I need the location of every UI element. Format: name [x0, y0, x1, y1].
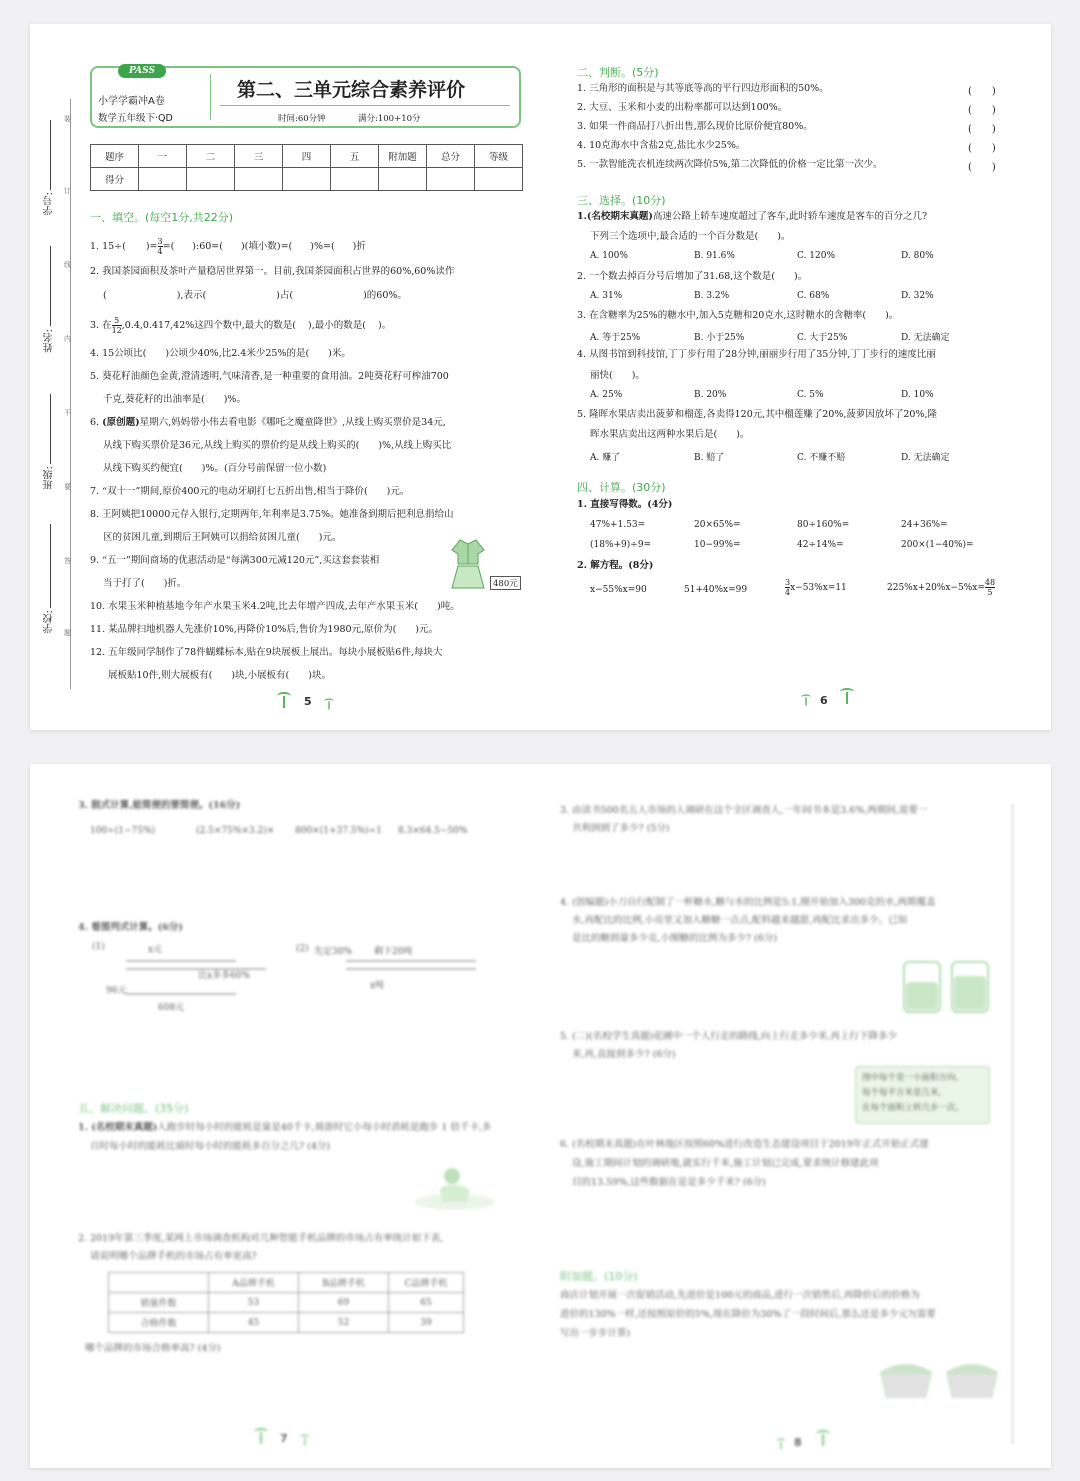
binding-char: 题	[64, 629, 71, 637]
table-cell: 52	[299, 1313, 389, 1333]
question-6-line3: 从线下购买约便宜( )%。(百分号前保留一位小数)	[103, 463, 327, 474]
fraction-numerator: 3	[157, 237, 163, 246]
question-12-line2: 展板贴10件,则大展板有( )块,小展板有( )块。	[108, 670, 331, 681]
q3-text: ),最小的数是(	[308, 320, 366, 331]
judge-item-2: 2. 大豆、玉米和小麦的出粉率都可以达到100%。	[577, 102, 788, 113]
sprout-icon	[840, 688, 854, 704]
problem-3-line2: 共利润到了多少? (5分)	[572, 823, 670, 834]
worksheet-spread-bottom	[30, 764, 1051, 1468]
diagram-label: (1)	[92, 942, 105, 952]
table-cell: 一	[139, 145, 187, 168]
equation	[887, 578, 995, 597]
q3-text: )。	[377, 320, 392, 331]
q1-text: )=	[145, 241, 158, 252]
fraction-numerator: 5	[112, 316, 122, 326]
diagram-label: 剩下20吨	[374, 947, 413, 957]
name-label: 姓名:	[44, 329, 55, 353]
section-bonus-title: 附加题。(10分)	[560, 1270, 638, 1283]
judge-answer-box[interactable]: ( )	[968, 143, 996, 154]
question-6-line1	[90, 416, 446, 430]
choice-option[interactable]: A. 100%	[590, 251, 628, 261]
table-cell: 题序	[91, 145, 139, 168]
calc-item: 80÷160%=	[797, 520, 850, 530]
sprout-icon	[300, 1434, 310, 1445]
q2-text: ),表示(	[176, 290, 207, 301]
judge-answer-box[interactable]: ( )	[968, 105, 996, 116]
question-5-line2: 千克,葵花籽的出油率是( )%。	[103, 394, 246, 405]
table-cell: 53	[209, 1293, 299, 1313]
binding-char: 装	[64, 115, 71, 123]
table-cell: 65	[389, 1293, 464, 1313]
question-9-line2: 当于打了( )折。	[103, 578, 187, 589]
fraction-denominator: 4	[785, 588, 791, 597]
page-number: 7	[280, 1432, 288, 1445]
table-cell: 等级	[475, 145, 523, 168]
problem-6-line1: 6. (名校期末真题)在叶林地区按照60%进行改造生态建设项目于2019年正式开始正式建	[560, 1139, 929, 1150]
c1-number: 1.	[577, 211, 587, 222]
equation-text: x−53%x=11	[790, 583, 847, 593]
choice-option[interactable]: B. 小于25%	[694, 333, 745, 343]
equation: 51+40%x=99	[684, 585, 748, 595]
table-cell	[109, 1273, 209, 1293]
q6-text: 星期六,妈妈带小伟去看电影《哪吒之魔童降世》,从线上购买票价是34元,	[139, 417, 446, 428]
table-cell: 39	[389, 1313, 464, 1333]
score-field[interactable]	[139, 168, 187, 191]
calc-item: (18%+9)÷9=	[590, 540, 652, 550]
class-blank	[50, 394, 51, 464]
diagram-label: x元	[148, 945, 163, 955]
problem-7-line1: 商店计划开展一次促销活动,先进价是100元的商品,进行一次销售后,再降价后的价格为	[560, 1290, 920, 1301]
score-table-header-row	[91, 145, 523, 168]
full-score: 满分:100+10分	[358, 114, 421, 124]
q1-text: =(	[162, 241, 175, 252]
choice-option[interactable]: A. 赚了	[590, 453, 621, 463]
calc-q4-title: 4. 看图列式计算。(6分)	[78, 922, 183, 933]
table-row	[109, 1293, 464, 1313]
calc-item: 800×(1+37.5%)÷1	[295, 826, 382, 836]
fraction-denominator: 4	[157, 247, 163, 256]
calc-item: 20×65%=	[694, 520, 741, 530]
question-12-line1: 12. 五年级同学制作了78件蝴蝶标本,贴在9块展板上展出。每块小展板贴6件,每块大	[90, 647, 443, 658]
choice-2: 2. 一个数去掉百分号后增加了31.68,这个数是( )。	[577, 271, 808, 282]
page-5	[30, 24, 550, 730]
judge-answer-box[interactable]: ( )	[968, 162, 996, 173]
calc-item: 42÷14%=	[797, 540, 844, 550]
q3-text: 3. 在	[90, 320, 112, 331]
q2-text: )的60%。	[363, 290, 407, 301]
score-field[interactable]	[235, 168, 283, 191]
c1-tag: (名校期末真题)	[586, 211, 653, 222]
q1-text: )(填小数)=(	[240, 241, 293, 252]
q2-text: (	[103, 290, 107, 301]
section-choice-title: 三、选择。(10分)	[577, 194, 666, 207]
problem-2-question: 哪个品牌的市场合格率高? (4分)	[85, 1343, 221, 1354]
binding-char: 要	[64, 483, 71, 491]
choice-option[interactable]: C. 不赚不赔	[797, 453, 846, 463]
beakers-illustration	[900, 956, 995, 1016]
problem-7-line3: 写出一步步计算)	[560, 1328, 631, 1339]
score-table	[90, 144, 523, 191]
judge-item-5: 5. 一款智能洗衣机连续两次降价5%,第二次降低的价格一定比第一次少。	[577, 159, 883, 170]
score-field[interactable]	[187, 168, 235, 191]
calc-item: (2.5×75%×3.2)×	[196, 826, 275, 836]
choice-option[interactable]: D. 32%	[901, 291, 934, 301]
hint-note	[855, 1066, 990, 1124]
choice-4-line1: 4. 从图书馆到科技馆,丁丁步行用了28分钟,丽丽步行用了35分钟,丁丁步行的速度比丽	[577, 349, 936, 360]
worksheet-spread-top	[30, 24, 1051, 730]
page-number: 8	[794, 1436, 802, 1449]
question-3	[90, 316, 391, 335]
choice-1-line2: 下列三个选项中,最合适的一个百分数是( )。	[590, 231, 791, 242]
section-calc-title: 四、计算。(30分)	[577, 481, 666, 494]
exam-header	[90, 66, 521, 128]
choice-option[interactable]: B. 91.6%	[694, 251, 735, 261]
binding-char: 线	[64, 261, 71, 269]
q3-text: ,0.4,0.417,42%这四个数中,最大的数是(	[121, 320, 296, 331]
question-8-line2: 区的贫困儿童,到期后王阿姨可以捐给贫困儿童( )元。	[103, 532, 342, 543]
c1-text: 高速公路上轿车速度超过了客车,此时轿车速度是客车的百分之几?	[652, 211, 928, 222]
q6-number: 6.	[90, 417, 100, 428]
sprout-icon	[816, 1430, 830, 1446]
choice-5-line2: 晖水果店卖出这两种水果后是( )。	[590, 429, 750, 440]
choice-option[interactable]: C. 大于25%	[797, 333, 848, 343]
table-cell: B品牌手机	[299, 1273, 389, 1293]
q1-text: )折	[352, 241, 366, 252]
sprout-icon	[324, 698, 334, 709]
question-6-line2: 从线下购买票价是36元,从线上购买的票价约是从线上购买的( )%,从线上购买比	[103, 440, 452, 451]
fraction-denominator: 5	[987, 588, 993, 597]
student-number-blank	[50, 120, 51, 190]
choice-3: 3. 在含糖率为25%的糖水中,加入5克糖和20克水,这时糖水的含糖率( )。	[577, 310, 899, 321]
score-field[interactable]	[427, 168, 475, 191]
p1-text: 人跑步时每小时的能耗是量是40千卡,骑游时它小每小时消耗是跑步 1 倍千卡,多	[157, 1122, 492, 1133]
table-cell: 销量件数	[109, 1293, 209, 1313]
school-blank	[50, 524, 51, 608]
table-cell: 四	[283, 145, 331, 168]
problem-2-line2: 请说明哪个品牌手机的市场占有率更高?	[90, 1251, 257, 1262]
choice-option[interactable]: C. 5%	[797, 390, 824, 400]
page-number: 5	[304, 695, 312, 708]
problem-4-line2: 水,再配比的比例,小亮里又加入糖糖一点点,配料越来越甜,再配比求出多少。已知	[572, 915, 908, 926]
exam-title: 第二、三单元综合素养评价	[237, 79, 466, 101]
sprout-icon	[801, 694, 811, 705]
p1-tag: 1. (名校期末真题)	[78, 1122, 158, 1133]
calc-item: 100÷(1−75%)	[90, 826, 156, 836]
diagram-label: 608元	[158, 1003, 185, 1013]
calc-item: 47%+1.53=	[590, 520, 646, 530]
binding-char: 内	[64, 335, 71, 343]
question-9-line1: 9. “五一”期间商场的优惠活动是“每满300元减120元”,买这套套装相	[90, 555, 380, 566]
diagram-label: (2)	[296, 944, 309, 954]
score-field[interactable]	[475, 168, 523, 191]
fraction	[985, 578, 995, 597]
page-7	[30, 764, 550, 1468]
section-fill-blank-title: 一、填空。(每空1分,共22分)	[90, 211, 234, 224]
title-underline	[220, 105, 510, 106]
choice-option[interactable]: D. 10%	[901, 390, 934, 400]
question-5-line1: 5. 葵花籽油颜色金黄,澄清透明,气味清香,是一种重要的食用油。2吨葵花籽可榨油700	[90, 371, 449, 382]
fraction-denominator: 12	[111, 326, 122, 335]
section-judge-title: 二、判断。(5分)	[577, 66, 659, 79]
name-blank	[50, 246, 51, 326]
calc-q2-title: 2. 解方程。(8分)	[577, 560, 654, 571]
question-1	[90, 237, 366, 256]
binding-line	[1012, 804, 1013, 1444]
binding-char: 不	[64, 409, 71, 417]
problem-5-line2: 米,再,直接到多少? (6分)	[572, 1049, 676, 1060]
brand-name: 小学学霸冲A卷	[98, 96, 165, 107]
school-label: 学校:	[44, 610, 55, 634]
fraction	[112, 316, 122, 335]
q1-text: )%=(	[310, 241, 335, 252]
table-cell: 69	[299, 1293, 389, 1313]
question-7: 7. “双十一”期间,原价400元的电动牙刷打七五折出售,相当于降价( )元。	[90, 486, 410, 497]
plant-pots-illustration	[876, 1350, 1006, 1402]
equation	[785, 578, 847, 597]
choice-option[interactable]: D. 80%	[901, 251, 934, 261]
problem-4-line1: 4. (创编题)小刀自行配制了一杯糖水,糖与水的比例是5:1,刚开始加入300克的水,两期覆盖	[560, 897, 936, 908]
choice-option[interactable]: C. 120%	[797, 251, 836, 261]
table-cell: A品牌手机	[209, 1273, 299, 1293]
calc-item: 8.3×64.5−50%	[398, 826, 468, 836]
choice-option[interactable]: B. 赔了	[694, 453, 725, 463]
problem-7-line2: 进价的130%一样,还按照原价的5%,现在降价为30%了一段时间后,那么还是多少元?(需要	[560, 1309, 936, 1320]
diagram-label: x吨	[370, 981, 385, 991]
fraction-numerator: 3	[785, 578, 791, 587]
fraction-numerator: 48	[984, 578, 996, 587]
page-8	[550, 764, 1051, 1468]
q2-text: )占(	[276, 290, 294, 301]
question-2-line1: 2. 我国茶园面积及茶叶产量稳居世界第一。目前,我国茶园面积占世界的60%,60%读作	[90, 266, 455, 277]
problem-3-line1: 3. 由读书500名五人市场的人调研在这个全区调查人,一年间书本是3.6%,两期间,需要一	[560, 805, 928, 816]
page-number: 6	[820, 694, 828, 707]
sprout-icon	[776, 1438, 786, 1449]
problem-1-line1	[78, 1121, 491, 1135]
table-header-row	[109, 1273, 464, 1293]
section-solve-title: 五、解决问题。(35分)	[78, 1102, 189, 1115]
choice-1-line1	[577, 210, 927, 224]
q1-text: 1. 15÷(	[90, 241, 126, 252]
hint-line: 在每个面积上转几步一次。	[862, 1103, 965, 1113]
judge-item-1: 1. 三角形的面积是与其等底等高的平行四边形面积的50%。	[577, 83, 829, 94]
binding-char: 订	[64, 187, 71, 195]
runner-illustration	[410, 1164, 500, 1214]
class-label: 班级:	[44, 466, 55, 490]
table-cell: 二	[187, 145, 235, 168]
question-8-line1: 8. 王阿姨把10000元存入银行,定期两年,年利率是3.75%。她准备到期后把利息捐给山	[90, 509, 454, 520]
q1-text: ):60=(	[192, 241, 223, 252]
score-field[interactable]	[331, 168, 379, 191]
calc-q1-title: 1. 直接写得数。(4分)	[577, 499, 673, 510]
problem-2-line1: 2. 2019年第三季度,某网上市场调查机构对几种智能手机品牌的市场占有率统计如下表,	[78, 1233, 444, 1244]
choice-option[interactable]: C. 68%	[797, 291, 830, 301]
page-6	[570, 24, 1051, 730]
equation: x−55%x=90	[590, 585, 647, 595]
student-number-label: 学号:	[44, 192, 55, 216]
score-field[interactable]	[379, 168, 427, 191]
sprout-icon	[277, 692, 291, 708]
pass-logo: PASS	[118, 64, 166, 78]
table-cell: 得分	[91, 168, 139, 191]
calc-item: 24+36%=	[901, 520, 948, 530]
hint-line: 每个每平方米是几米,	[862, 1088, 942, 1098]
problem-4-line3: 是比的糖到量多少克,小刚糖的比例为多少? (6分)	[572, 933, 778, 944]
diagram-label: 先定30%	[314, 947, 353, 957]
question-4: 4. 15公顷比( )公顷少40%,比2.4米少25%的是( )米。	[90, 348, 351, 359]
binding-char: 答	[64, 557, 71, 565]
score-table-score-row	[91, 168, 523, 191]
q6-tag: (原创题)	[102, 417, 140, 428]
table-cell: 五	[331, 145, 379, 168]
sprout-icon	[254, 1428, 268, 1444]
choice-5-line1: 5. 隆晖水果店卖出菠萝和榴莲,各卖得120元,其中榴莲赚了20%,菠萝因放坏了20%,隆	[577, 409, 938, 420]
question-2-line2	[103, 289, 407, 303]
problem-1-line2: 百时每小时的能耗比骑时每小时的能耗多百分之几? (4分)	[90, 1141, 331, 1152]
judge-item-4: 4. 10克海水中含盐2克,盐比水少25%。	[577, 140, 746, 151]
judge-item-3: 3. 如果一件商品打八折出售,那么现价比原价便宜80%。	[577, 121, 813, 132]
equation-text: 225%x+20%x−5%x=	[887, 583, 985, 593]
choice-option[interactable]: A. 31%	[590, 291, 623, 301]
table-cell: 45	[209, 1313, 299, 1333]
choice-option[interactable]: D. 无法确定	[901, 333, 950, 343]
calc-item: 10−99%=	[694, 540, 741, 550]
choice-option[interactable]: A. 25%	[590, 390, 623, 400]
hint-line: 图中每个是一小面积方向,	[862, 1073, 959, 1083]
question-11: 11. 某品牌扫地机器人先涨价10%,再降价10%后,售价为1980元,原价为( )元。	[90, 624, 439, 635]
table-row	[109, 1313, 464, 1333]
question-10: 10. 水果玉米种植基地今年产水果玉米4.2吨,比去年增产四成,去年产水果玉米( )吨。	[90, 601, 460, 612]
problem-5-line1: 5. (二)(名校学生真题)花圃中一个人行走的路线,向上行走多少米,再上行下降多少	[560, 1031, 897, 1042]
table-cell: 附加题	[379, 145, 427, 168]
judge-answer-box[interactable]: ( )	[968, 124, 996, 135]
choice-option[interactable]: B. 3.2%	[694, 291, 730, 301]
outfit-illustration	[448, 536, 488, 592]
calc-q3-title: 3. 脱式计算,能简便的要简便。(16分)	[78, 800, 241, 811]
score-field[interactable]	[283, 168, 331, 191]
choice-option[interactable]: A. 等于25%	[590, 333, 641, 343]
problem-6-line3: 目的13.59%,这些数据在是是多少千米? (6分)	[572, 1177, 766, 1188]
table-cell: 三	[235, 145, 283, 168]
calc-item: 200×(1−40%)=	[901, 540, 974, 550]
diagram-label: 96元	[106, 986, 127, 996]
price-tag: 480元	[490, 576, 521, 590]
table-cell: 合格件数	[109, 1313, 209, 1333]
judge-answer-box[interactable]: ( )	[968, 86, 996, 97]
diagram-label: 比x多多60%	[198, 971, 251, 981]
choice-option[interactable]: B. 20%	[694, 390, 727, 400]
header-divider	[210, 74, 211, 120]
grade-label: 数学五年级下·QD	[98, 113, 173, 124]
time-limit: 时间:60分钟	[278, 114, 326, 124]
data-table	[108, 1272, 464, 1333]
table-cell: 总分	[427, 145, 475, 168]
choice-option[interactable]: D. 无法确定	[901, 453, 950, 463]
table-cell: C品牌手机	[389, 1273, 464, 1293]
problem-6-line2: 设,施工期间计划的调研地,就实行千米,施工计划已完成,要求统计修建此项	[572, 1158, 879, 1169]
choice-4-line2: 丽快( )。	[590, 370, 645, 381]
